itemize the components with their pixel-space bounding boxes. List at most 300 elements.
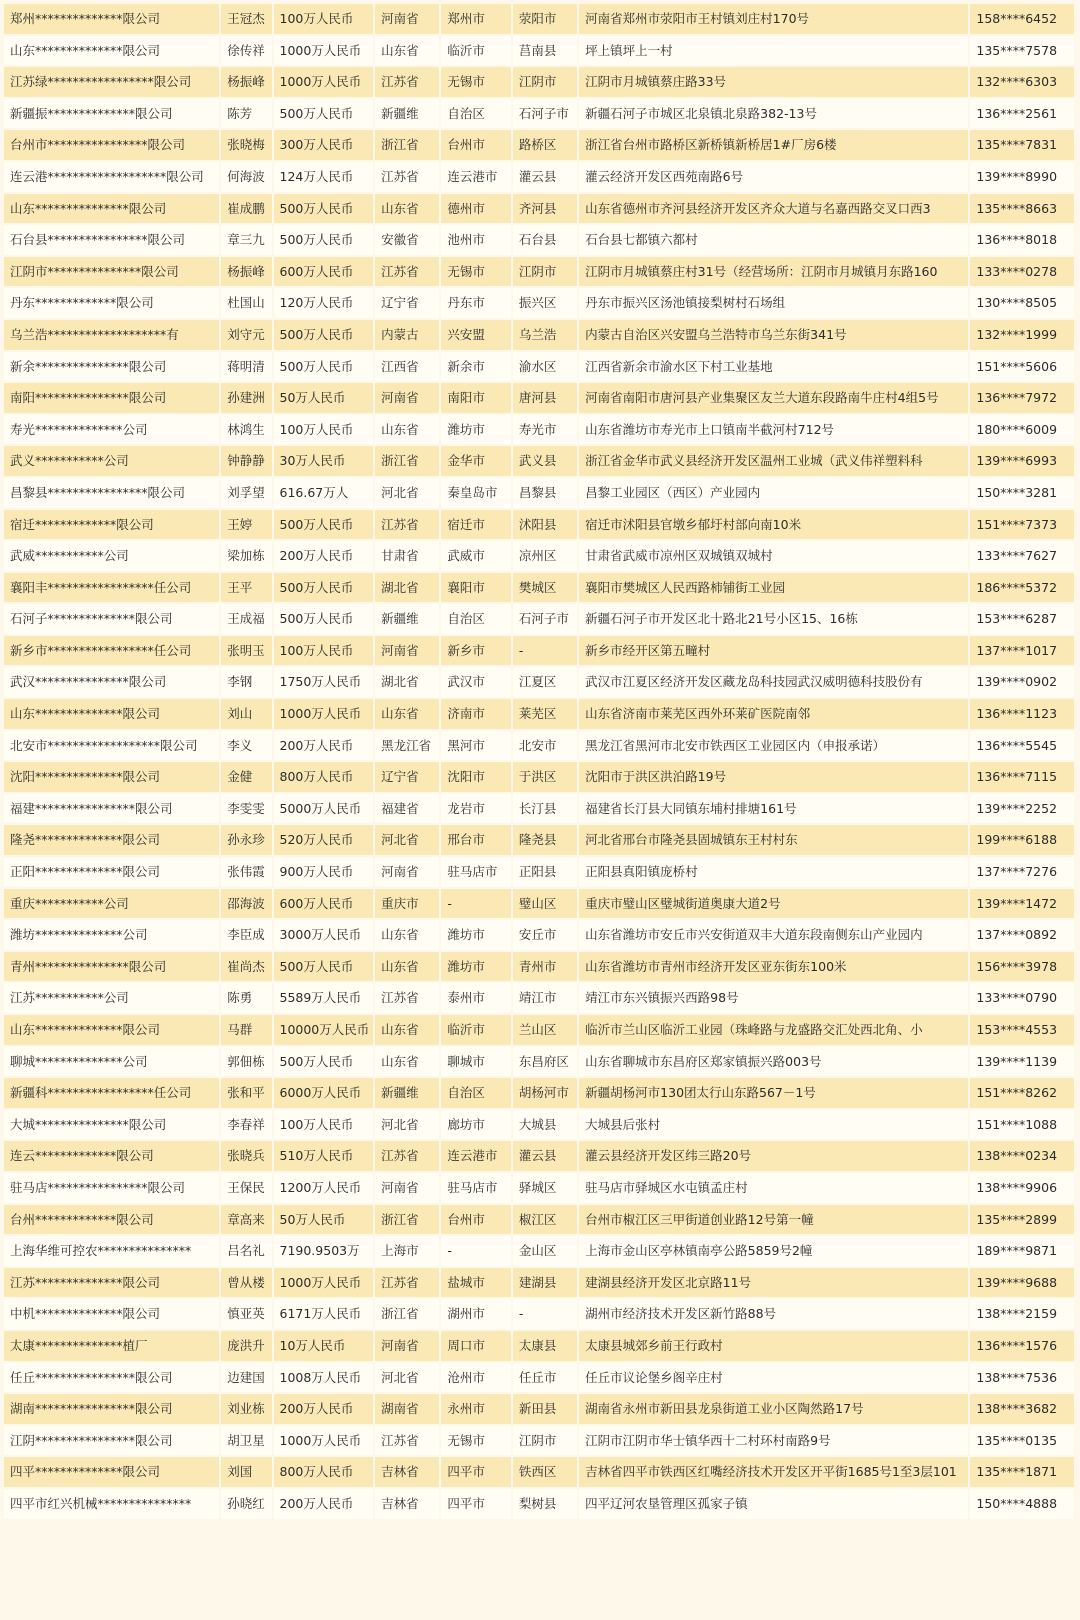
registered-capital-cell: 500万人民币 <box>274 225 374 255</box>
company-table <box>2 2 1076 1521</box>
city-cell: 宿迁市 <box>441 510 510 540</box>
phone-cell: 151****5606 <box>970 352 1074 382</box>
registered-capital-cell: 6171万人民币 <box>274 1299 374 1329</box>
city-cell: 黑河市 <box>441 731 510 761</box>
company-name-cell: 江苏**************限公司 <box>4 1268 219 1298</box>
registered-capital-cell: 100万人民币 <box>274 1110 374 1140</box>
phone-cell: 137****0892 <box>970 920 1074 950</box>
province-cell: 河南省 <box>375 4 439 34</box>
table-row <box>4 1489 1074 1519</box>
table-row <box>4 952 1074 982</box>
table-row <box>4 1110 1074 1140</box>
district-cell: 北安市 <box>513 731 577 761</box>
province-cell: 山东省 <box>375 1015 439 1045</box>
address-cell: 江阴市月城镇蔡庄路33号 <box>579 67 968 97</box>
company-name-cell: 武义***********公司 <box>4 446 219 476</box>
contact-person-cell: 林鸿生 <box>221 415 271 445</box>
city-cell: 丹东市 <box>441 288 510 318</box>
city-cell: 龙岩市 <box>441 794 510 824</box>
table-row <box>4 383 1074 413</box>
registered-capital-cell: 200万人民币 <box>274 1489 374 1519</box>
table-row <box>4 36 1074 66</box>
address-cell: 建湖县经济开发区北京路11号 <box>579 1268 968 1298</box>
district-cell: 大城县 <box>513 1110 577 1140</box>
address-cell: 重庆市璧山区璧城街道奥康大道2号 <box>579 889 968 919</box>
registered-capital-cell: 1008万人民币 <box>274 1363 374 1393</box>
phone-cell: 133****0790 <box>970 983 1074 1013</box>
registered-capital-cell: 800万人民币 <box>274 1457 374 1487</box>
district-cell: 江阴市 <box>513 257 577 287</box>
company-name-cell: 乌兰浩*******************有 <box>4 320 219 350</box>
table-row <box>4 194 1074 224</box>
district-cell: 江夏区 <box>513 667 577 697</box>
contact-person-cell: 郭佃栋 <box>221 1047 271 1077</box>
table-row <box>4 573 1074 603</box>
table-row <box>4 225 1074 255</box>
district-cell: 太康县 <box>513 1331 577 1361</box>
city-cell: 临沂市 <box>441 36 510 66</box>
table-row <box>4 67 1074 97</box>
address-cell: 靖江市东兴镇振兴西路98号 <box>579 983 968 1013</box>
city-cell: 泰州市 <box>441 983 510 1013</box>
address-cell: 山东省聊城市东昌府区郑家镇振兴路003号 <box>579 1047 968 1077</box>
company-name-cell: 新疆科*****************任公司 <box>4 1078 219 1108</box>
address-cell: 沈阳市于洪区洪泊路19号 <box>579 762 968 792</box>
district-cell: 梨树县 <box>513 1489 577 1519</box>
city-cell: 四平市 <box>441 1457 510 1487</box>
district-cell: 兰山区 <box>513 1015 577 1045</box>
phone-cell: 132****1999 <box>970 320 1074 350</box>
contact-person-cell: 张晓梅 <box>221 130 271 160</box>
city-cell: 潍坊市 <box>441 952 510 982</box>
address-cell: 山东省济南市莱芜区西外环莱矿医院南邻 <box>579 699 968 729</box>
province-cell: 新疆维 <box>375 604 439 634</box>
district-cell: 莒南县 <box>513 36 577 66</box>
table-row <box>4 99 1074 129</box>
city-cell: 盐城市 <box>441 1268 510 1298</box>
district-cell: 璧山区 <box>513 889 577 919</box>
table-row <box>4 889 1074 919</box>
city-cell: 驻马店市 <box>441 1173 510 1203</box>
registered-capital-cell: 500万人民币 <box>274 573 374 603</box>
province-cell: 福建省 <box>375 794 439 824</box>
address-cell: 江西省新余市渝水区下村工业基地 <box>579 352 968 382</box>
table-row <box>4 1457 1074 1487</box>
province-cell: 山东省 <box>375 415 439 445</box>
district-cell: 振兴区 <box>513 288 577 318</box>
registered-capital-cell: 600万人民币 <box>274 257 374 287</box>
table-row <box>4 1331 1074 1361</box>
province-cell: 新疆维 <box>375 1078 439 1108</box>
district-cell: 于洪区 <box>513 762 577 792</box>
contact-person-cell: 蒋明清 <box>221 352 271 382</box>
province-cell: 河北省 <box>375 1110 439 1140</box>
table-row <box>4 352 1074 382</box>
contact-person-cell: 刘守元 <box>221 320 271 350</box>
district-cell: 驿城区 <box>513 1173 577 1203</box>
registered-capital-cell: 1000万人民币 <box>274 1426 374 1456</box>
province-cell: 江西省 <box>375 352 439 382</box>
company-name-cell: 襄阳丰*****************任公司 <box>4 573 219 603</box>
city-cell: 沧州市 <box>441 1363 510 1393</box>
company-name-cell: 江阴市***************限公司 <box>4 257 219 287</box>
province-cell: 河南省 <box>375 1331 439 1361</box>
table-row <box>4 1173 1074 1203</box>
province-cell: 山东省 <box>375 920 439 950</box>
address-cell: 河南省南阳市唐河县产业集聚区友兰大道东段路南牛庄村4组5号 <box>579 383 968 413</box>
province-cell: 湖北省 <box>375 667 439 697</box>
address-cell: 山东省潍坊市安丘市兴安街道双丰大道东段南侧东山产业园内 <box>579 920 968 950</box>
address-cell: 山东省潍坊市青州市经济开发区亚东街东100米 <box>579 952 968 982</box>
district-cell: 灌云县 <box>513 162 577 192</box>
city-cell: 湖州市 <box>441 1299 510 1329</box>
city-cell: 连云港市 <box>441 162 510 192</box>
district-cell: 安丘市 <box>513 920 577 950</box>
company-name-cell: 武汉***************限公司 <box>4 667 219 697</box>
table-row <box>4 636 1074 666</box>
registered-capital-cell: 10000万人民币 <box>274 1015 374 1045</box>
company-name-cell: 新疆振**************限公司 <box>4 99 219 129</box>
province-cell: 浙江省 <box>375 446 439 476</box>
province-cell: 湖南省 <box>375 1394 439 1424</box>
district-cell: 渝水区 <box>513 352 577 382</box>
district-cell: 莱芜区 <box>513 699 577 729</box>
address-cell: 驻马店市驿城区水屯镇孟庄村 <box>579 1173 968 1203</box>
table-row <box>4 699 1074 729</box>
city-cell: 沈阳市 <box>441 762 510 792</box>
company-name-cell: 四平**************限公司 <box>4 1457 219 1487</box>
phone-cell: 180****6009 <box>970 415 1074 445</box>
address-cell: 灌云经济开发区西苑南路6号 <box>579 162 968 192</box>
district-cell: 江阴市 <box>513 1426 577 1456</box>
contact-person-cell: 刘国 <box>221 1457 271 1487</box>
city-cell: 兴安盟 <box>441 320 510 350</box>
phone-cell: 151****8262 <box>970 1078 1074 1108</box>
province-cell: 内蒙古 <box>375 320 439 350</box>
phone-cell: 150****4888 <box>970 1489 1074 1519</box>
registered-capital-cell: 520万人民币 <box>274 825 374 855</box>
phone-cell: 199****6188 <box>970 825 1074 855</box>
city-cell: 邢台市 <box>441 825 510 855</box>
city-cell: - <box>441 1236 510 1266</box>
registered-capital-cell: 600万人民币 <box>274 889 374 919</box>
company-name-cell: 宿迁*************限公司 <box>4 510 219 540</box>
address-cell: 山东省德州市齐河县经济开发区齐众大道与名嘉西路交叉口西3 <box>579 194 968 224</box>
registered-capital-cell: 900万人民币 <box>274 857 374 887</box>
table-row <box>4 446 1074 476</box>
district-cell: - <box>513 636 577 666</box>
phone-cell: 189****9871 <box>970 1236 1074 1266</box>
registered-capital-cell: 10万人民币 <box>274 1331 374 1361</box>
registered-capital-cell: 500万人民币 <box>274 194 374 224</box>
phone-cell: 139****0902 <box>970 667 1074 697</box>
address-cell: 新疆胡杨河市130团太行山东路567－1号 <box>579 1078 968 1108</box>
company-name-cell: 任丘****************限公司 <box>4 1363 219 1393</box>
contact-person-cell: 钟静静 <box>221 446 271 476</box>
province-cell: 山东省 <box>375 194 439 224</box>
phone-cell: 139****1472 <box>970 889 1074 919</box>
company-name-cell: 石台县****************限公司 <box>4 225 219 255</box>
district-cell: 金山区 <box>513 1236 577 1266</box>
company-name-cell: 山东**************限公司 <box>4 699 219 729</box>
table-row <box>4 731 1074 761</box>
contact-person-cell: 金健 <box>221 762 271 792</box>
province-cell: 河北省 <box>375 1363 439 1393</box>
registered-capital-cell: 200万人民币 <box>274 1394 374 1424</box>
company-name-cell: 昌黎县****************限公司 <box>4 478 219 508</box>
city-cell: 临沂市 <box>441 1015 510 1045</box>
city-cell: 自治区 <box>441 604 510 634</box>
phone-cell: 135****7831 <box>970 130 1074 160</box>
table-row <box>4 1363 1074 1393</box>
phone-cell: 151****1088 <box>970 1110 1074 1140</box>
registered-capital-cell: 5589万人民币 <box>274 983 374 1013</box>
city-cell: 金华市 <box>441 446 510 476</box>
province-cell: 江苏省 <box>375 162 439 192</box>
contact-person-cell: 王冠杰 <box>221 4 271 34</box>
company-name-cell: 郑州**************限公司 <box>4 4 219 34</box>
company-name-cell: 台州*************限公司 <box>4 1205 219 1235</box>
contact-person-cell: 马群 <box>221 1015 271 1045</box>
contact-person-cell: 胡卫星 <box>221 1426 271 1456</box>
district-cell: 荥阳市 <box>513 4 577 34</box>
province-cell: 甘肃省 <box>375 541 439 571</box>
province-cell: 河南省 <box>375 1173 439 1203</box>
table-row <box>4 1236 1074 1266</box>
address-cell: 河北省邢台市隆尧县固城镇东王村村东 <box>579 825 968 855</box>
district-cell: 寿光市 <box>513 415 577 445</box>
province-cell: 河南省 <box>375 383 439 413</box>
district-cell: 新田县 <box>513 1394 577 1424</box>
company-name-cell: 中机**************限公司 <box>4 1299 219 1329</box>
province-cell: 河北省 <box>375 825 439 855</box>
address-cell: 山东省潍坊市寿光市上口镇南半截河村712号 <box>579 415 968 445</box>
phone-cell: 133****0278 <box>970 257 1074 287</box>
city-cell: 襄阳市 <box>441 573 510 603</box>
phone-cell: 153****6287 <box>970 604 1074 634</box>
registered-capital-cell: 1000万人民币 <box>274 699 374 729</box>
contact-person-cell: 刘业栋 <box>221 1394 271 1424</box>
district-cell: 灌云县 <box>513 1141 577 1171</box>
district-cell: 建湖县 <box>513 1268 577 1298</box>
province-cell: 山东省 <box>375 952 439 982</box>
city-cell: 潍坊市 <box>441 920 510 950</box>
registered-capital-cell: 7190.9503万 <box>274 1236 374 1266</box>
contact-person-cell: 章三九 <box>221 225 271 255</box>
phone-cell: 150****3281 <box>970 478 1074 508</box>
contact-person-cell: 李钢 <box>221 667 271 697</box>
registered-capital-cell: 200万人民币 <box>274 541 374 571</box>
table-row <box>4 1268 1074 1298</box>
address-cell: 正阳县真阳镇庞桥村 <box>579 857 968 887</box>
address-cell: 灌云县经济开发区纬三路20号 <box>579 1141 968 1171</box>
registered-capital-cell: 300万人民币 <box>274 130 374 160</box>
province-cell: 山东省 <box>375 699 439 729</box>
address-cell: 浙江省台州市路桥区新桥镇新桥居1#厂房6楼 <box>579 130 968 160</box>
address-cell: 新疆石河子市开发区北十路北21号小区15、16栋 <box>579 604 968 634</box>
phone-cell: 139****1139 <box>970 1047 1074 1077</box>
phone-cell: 139****9688 <box>970 1268 1074 1298</box>
table-row <box>4 320 1074 350</box>
table-row <box>4 1394 1074 1424</box>
city-cell: 武威市 <box>441 541 510 571</box>
registered-capital-cell: 120万人民币 <box>274 288 374 318</box>
table-row <box>4 920 1074 950</box>
table-row <box>4 541 1074 571</box>
company-name-cell: 潍坊**************公司 <box>4 920 219 950</box>
address-cell: 湖州市经济技术开发区新竹路88号 <box>579 1299 968 1329</box>
address-cell: 宿迁市沭阳县官墩乡郁圩村部向南10米 <box>579 510 968 540</box>
city-cell: 济南市 <box>441 699 510 729</box>
address-cell: 新乡市经开区第五疃村 <box>579 636 968 666</box>
district-cell: 胡杨河市 <box>513 1078 577 1108</box>
city-cell: 武汉市 <box>441 667 510 697</box>
registered-capital-cell: 1000万人民币 <box>274 1268 374 1298</box>
province-cell: 河北省 <box>375 478 439 508</box>
province-cell: 江苏省 <box>375 257 439 287</box>
city-cell: 南阳市 <box>441 383 510 413</box>
contact-person-cell: 张伟霞 <box>221 857 271 887</box>
table-row <box>4 762 1074 792</box>
company-name-cell: 沈阳**************限公司 <box>4 762 219 792</box>
contact-person-cell: 李臣成 <box>221 920 271 950</box>
city-cell: 永州市 <box>441 1394 510 1424</box>
phone-cell: 132****6303 <box>970 67 1074 97</box>
table-row <box>4 857 1074 887</box>
province-cell: 湖北省 <box>375 573 439 603</box>
table-row <box>4 1047 1074 1077</box>
registered-capital-cell: 800万人民币 <box>274 762 374 792</box>
contact-person-cell: 何海波 <box>221 162 271 192</box>
table-row <box>4 667 1074 697</box>
company-name-cell: 山东***************限公司 <box>4 194 219 224</box>
company-name-cell: 上海华维可控农*************** <box>4 1236 219 1266</box>
contact-person-cell: 李春祥 <box>221 1110 271 1140</box>
address-cell: 临沂市兰山区临沂工业园（珠峰路与龙盛路交汇处西北角、小 <box>579 1015 968 1045</box>
phone-cell: 139****6993 <box>970 446 1074 476</box>
company-name-cell: 重庆***********公司 <box>4 889 219 919</box>
district-cell: 隆尧县 <box>513 825 577 855</box>
address-cell: 坪上镇坪上一村 <box>579 36 968 66</box>
phone-cell: 136****1123 <box>970 699 1074 729</box>
contact-person-cell: 张明玉 <box>221 636 271 666</box>
address-cell: 武汉市江夏区经济开发区藏龙岛科技园武汉威明德科技股份有 <box>579 667 968 697</box>
address-cell: 内蒙古自治区兴安盟乌兰浩特市乌兰东街341号 <box>579 320 968 350</box>
registered-capital-cell: 500万人民币 <box>274 1047 374 1077</box>
province-cell: 吉林省 <box>375 1457 439 1487</box>
table-row <box>4 4 1074 34</box>
company-name-cell: 石河子**************限公司 <box>4 604 219 634</box>
city-cell: 秦皇岛市 <box>441 478 510 508</box>
district-cell: 昌黎县 <box>513 478 577 508</box>
phone-cell: 137****7276 <box>970 857 1074 887</box>
address-cell: 新疆石河子市城区北泉镇北泉路382-13号 <box>579 99 968 129</box>
company-name-cell: 福建****************限公司 <box>4 794 219 824</box>
company-name-cell: 四平市红兴机械*************** <box>4 1489 219 1519</box>
contact-person-cell: 吕名礼 <box>221 1236 271 1266</box>
contact-person-cell: 陈芳 <box>221 99 271 129</box>
registered-capital-cell: 500万人民币 <box>274 952 374 982</box>
company-name-cell: 江苏绿*****************限公司 <box>4 67 219 97</box>
phone-cell: 138****3682 <box>970 1394 1074 1424</box>
address-cell: 昌黎工业园区（西区）产业园内 <box>579 478 968 508</box>
district-cell: 正阳县 <box>513 857 577 887</box>
company-name-cell: 山东**************限公司 <box>4 36 219 66</box>
district-cell: 樊城区 <box>513 573 577 603</box>
contact-person-cell: 徐传祥 <box>221 36 271 66</box>
contact-person-cell: 王平 <box>221 573 271 603</box>
company-name-cell: 驻马店****************限公司 <box>4 1173 219 1203</box>
registered-capital-cell: 1750万人民币 <box>274 667 374 697</box>
phone-cell: 139****2252 <box>970 794 1074 824</box>
company-name-cell: 聊城**************公司 <box>4 1047 219 1077</box>
company-name-cell: 南阳***************限公司 <box>4 383 219 413</box>
phone-cell: 186****5372 <box>970 573 1074 603</box>
company-name-cell: 江苏***********公司 <box>4 983 219 1013</box>
phone-cell: 135****0135 <box>970 1426 1074 1456</box>
district-cell: 靖江市 <box>513 983 577 1013</box>
contact-person-cell: 杜国山 <box>221 288 271 318</box>
address-cell: 甘肃省武威市凉州区双城镇双城村 <box>579 541 968 571</box>
registered-capital-cell: 510万人民币 <box>274 1141 374 1171</box>
city-cell: 驻马店市 <box>441 857 510 887</box>
province-cell: 浙江省 <box>375 1205 439 1235</box>
registered-capital-cell: 500万人民币 <box>274 320 374 350</box>
address-cell: 江阴市江阴市华士镇华西十二村环村南路9号 <box>579 1426 968 1456</box>
address-cell: 吉林省四平市铁西区红嘴经济技术开发区开平街1685号1至3层101 <box>579 1457 968 1487</box>
city-cell: 潍坊市 <box>441 415 510 445</box>
province-cell: 山东省 <box>375 1047 439 1077</box>
company-name-cell: 寿光**************公司 <box>4 415 219 445</box>
registered-capital-cell: 1200万人民币 <box>274 1173 374 1203</box>
province-cell: 辽宁省 <box>375 288 439 318</box>
contact-person-cell: 崔成鹏 <box>221 194 271 224</box>
contact-person-cell: 慎亚英 <box>221 1299 271 1329</box>
registered-capital-cell: 6000万人民币 <box>274 1078 374 1108</box>
registered-capital-cell: 124万人民币 <box>274 162 374 192</box>
table-row <box>4 1205 1074 1235</box>
province-cell: 黑龙江省 <box>375 731 439 761</box>
district-cell: 沭阳县 <box>513 510 577 540</box>
table-row <box>4 1015 1074 1045</box>
registered-capital-cell: 50万人民币 <box>274 1205 374 1235</box>
province-cell: 新疆维 <box>375 99 439 129</box>
phone-cell: 138****0234 <box>970 1141 1074 1171</box>
registered-capital-cell: 500万人民币 <box>274 352 374 382</box>
province-cell: 江苏省 <box>375 1141 439 1171</box>
registered-capital-cell: 500万人民币 <box>274 99 374 129</box>
company-name-cell: 丹东*************限公司 <box>4 288 219 318</box>
district-cell: 青州市 <box>513 952 577 982</box>
province-cell: 江苏省 <box>375 983 439 1013</box>
table-row <box>4 288 1074 318</box>
district-cell: 武义县 <box>513 446 577 476</box>
registered-capital-cell: 5000万人民币 <box>274 794 374 824</box>
province-cell: 吉林省 <box>375 1489 439 1519</box>
district-cell: - <box>513 1299 577 1329</box>
province-cell: 重庆市 <box>375 889 439 919</box>
phone-cell: 136****5545 <box>970 731 1074 761</box>
city-cell: 池州市 <box>441 225 510 255</box>
phone-cell: 135****2899 <box>970 1205 1074 1235</box>
table-row <box>4 1299 1074 1329</box>
address-cell: 上海市金山区亭林镇南亭公路5859号2幢 <box>579 1236 968 1266</box>
phone-cell: 138****2159 <box>970 1299 1074 1329</box>
contact-person-cell: 孙建洲 <box>221 383 271 413</box>
province-cell: 浙江省 <box>375 130 439 160</box>
city-cell: 无锡市 <box>441 257 510 287</box>
phone-cell: 136****8018 <box>970 225 1074 255</box>
